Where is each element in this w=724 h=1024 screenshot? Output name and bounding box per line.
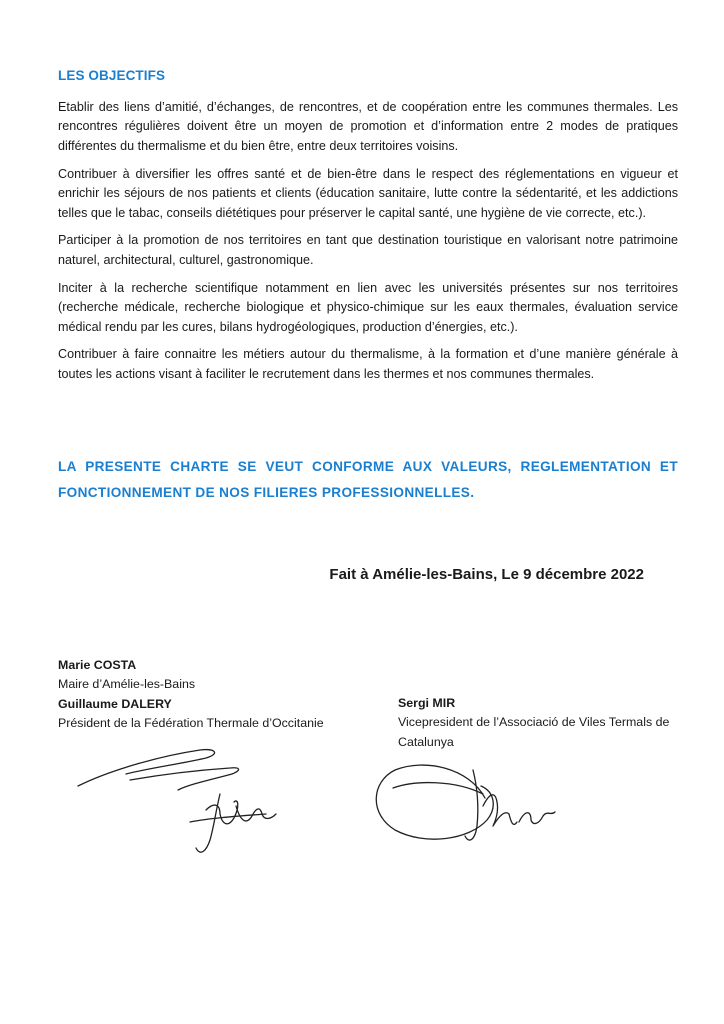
objective-paragraph: Etablir des liens d’amitié, d’échanges, de rencontres, et de coopération entre les communes thermales. Les rencontres régulières doivent être un moyen de promotion et d’information entre 2 modes de pratiques différentes du thermalisme et du bien être, entre deux territoires voisins. xyxy=(58,100,678,153)
objective-paragraph: Inciter à la recherche scientifique notamment en lien avec les universités présentes sur nos territoires (recherche médicale, recherche biologique et physico-chimique sur les eaux thermales, évaluation service médical rendu par les cures, bilans hydrogéologiques, production d’énergies, etc.). xyxy=(58,280,678,334)
signatory-title: Président de la Fédération Thermale d’Occitanie xyxy=(58,716,324,731)
objective-paragraph: Contribuer à faire connaitre les métiers autour du thermalisme, à la formation et d’une manière générale à toutes les actions visant à faciliter le recrutement dans les thermes et nos communes thermales. xyxy=(58,347,678,381)
signatory-title: Maire d’Amélie-les-Bains xyxy=(58,677,196,692)
signatory-name: Marie COSTA xyxy=(58,658,137,672)
section-heading: LES OBJECTIFS xyxy=(58,68,166,83)
right-signatory xyxy=(398,694,698,752)
signatory-title: Vicepresident de l’Associació de Viles Termals de Catalunya xyxy=(398,715,670,749)
handwritten-signature-right xyxy=(365,750,585,860)
signatory-name: Guillaume DALERY xyxy=(58,696,172,711)
handwritten-signature-left xyxy=(70,740,290,860)
charter-statement: LA PRESENTE CHARTE SE VEUT CONFORME AUX VALEURS, REGLEMENTATION ET FONCTIONNEMENT DE NOS FILIERES PROFESSIONNELLES. xyxy=(58,459,678,500)
signing-place-date: Fait à Amélie-les-Bains, Le 9 décembre 2022 xyxy=(329,566,644,583)
objective-paragraph: Participer à la promotion de nos territoires en tant que destination touristique en valorisant notre patrimoine naturel, architectural, culturel, gastronomique. xyxy=(58,233,678,267)
signatory-name: Sergi MIR xyxy=(398,696,456,710)
objectives-body xyxy=(58,98,678,393)
objective-paragraph: Contribuer à diversifier les offres santé et de bien-être dans le respect des réglementations en vigueur et enrichir les séjours de nos patients et clients (éducation sanitaire, lutte contre la sédentarité, et les addictions telles que le tabac, conseils diététiques pour préserver le capital santé, une hygiène de vie correcte, etc.). xyxy=(58,166,678,220)
left-signatories xyxy=(58,656,324,734)
